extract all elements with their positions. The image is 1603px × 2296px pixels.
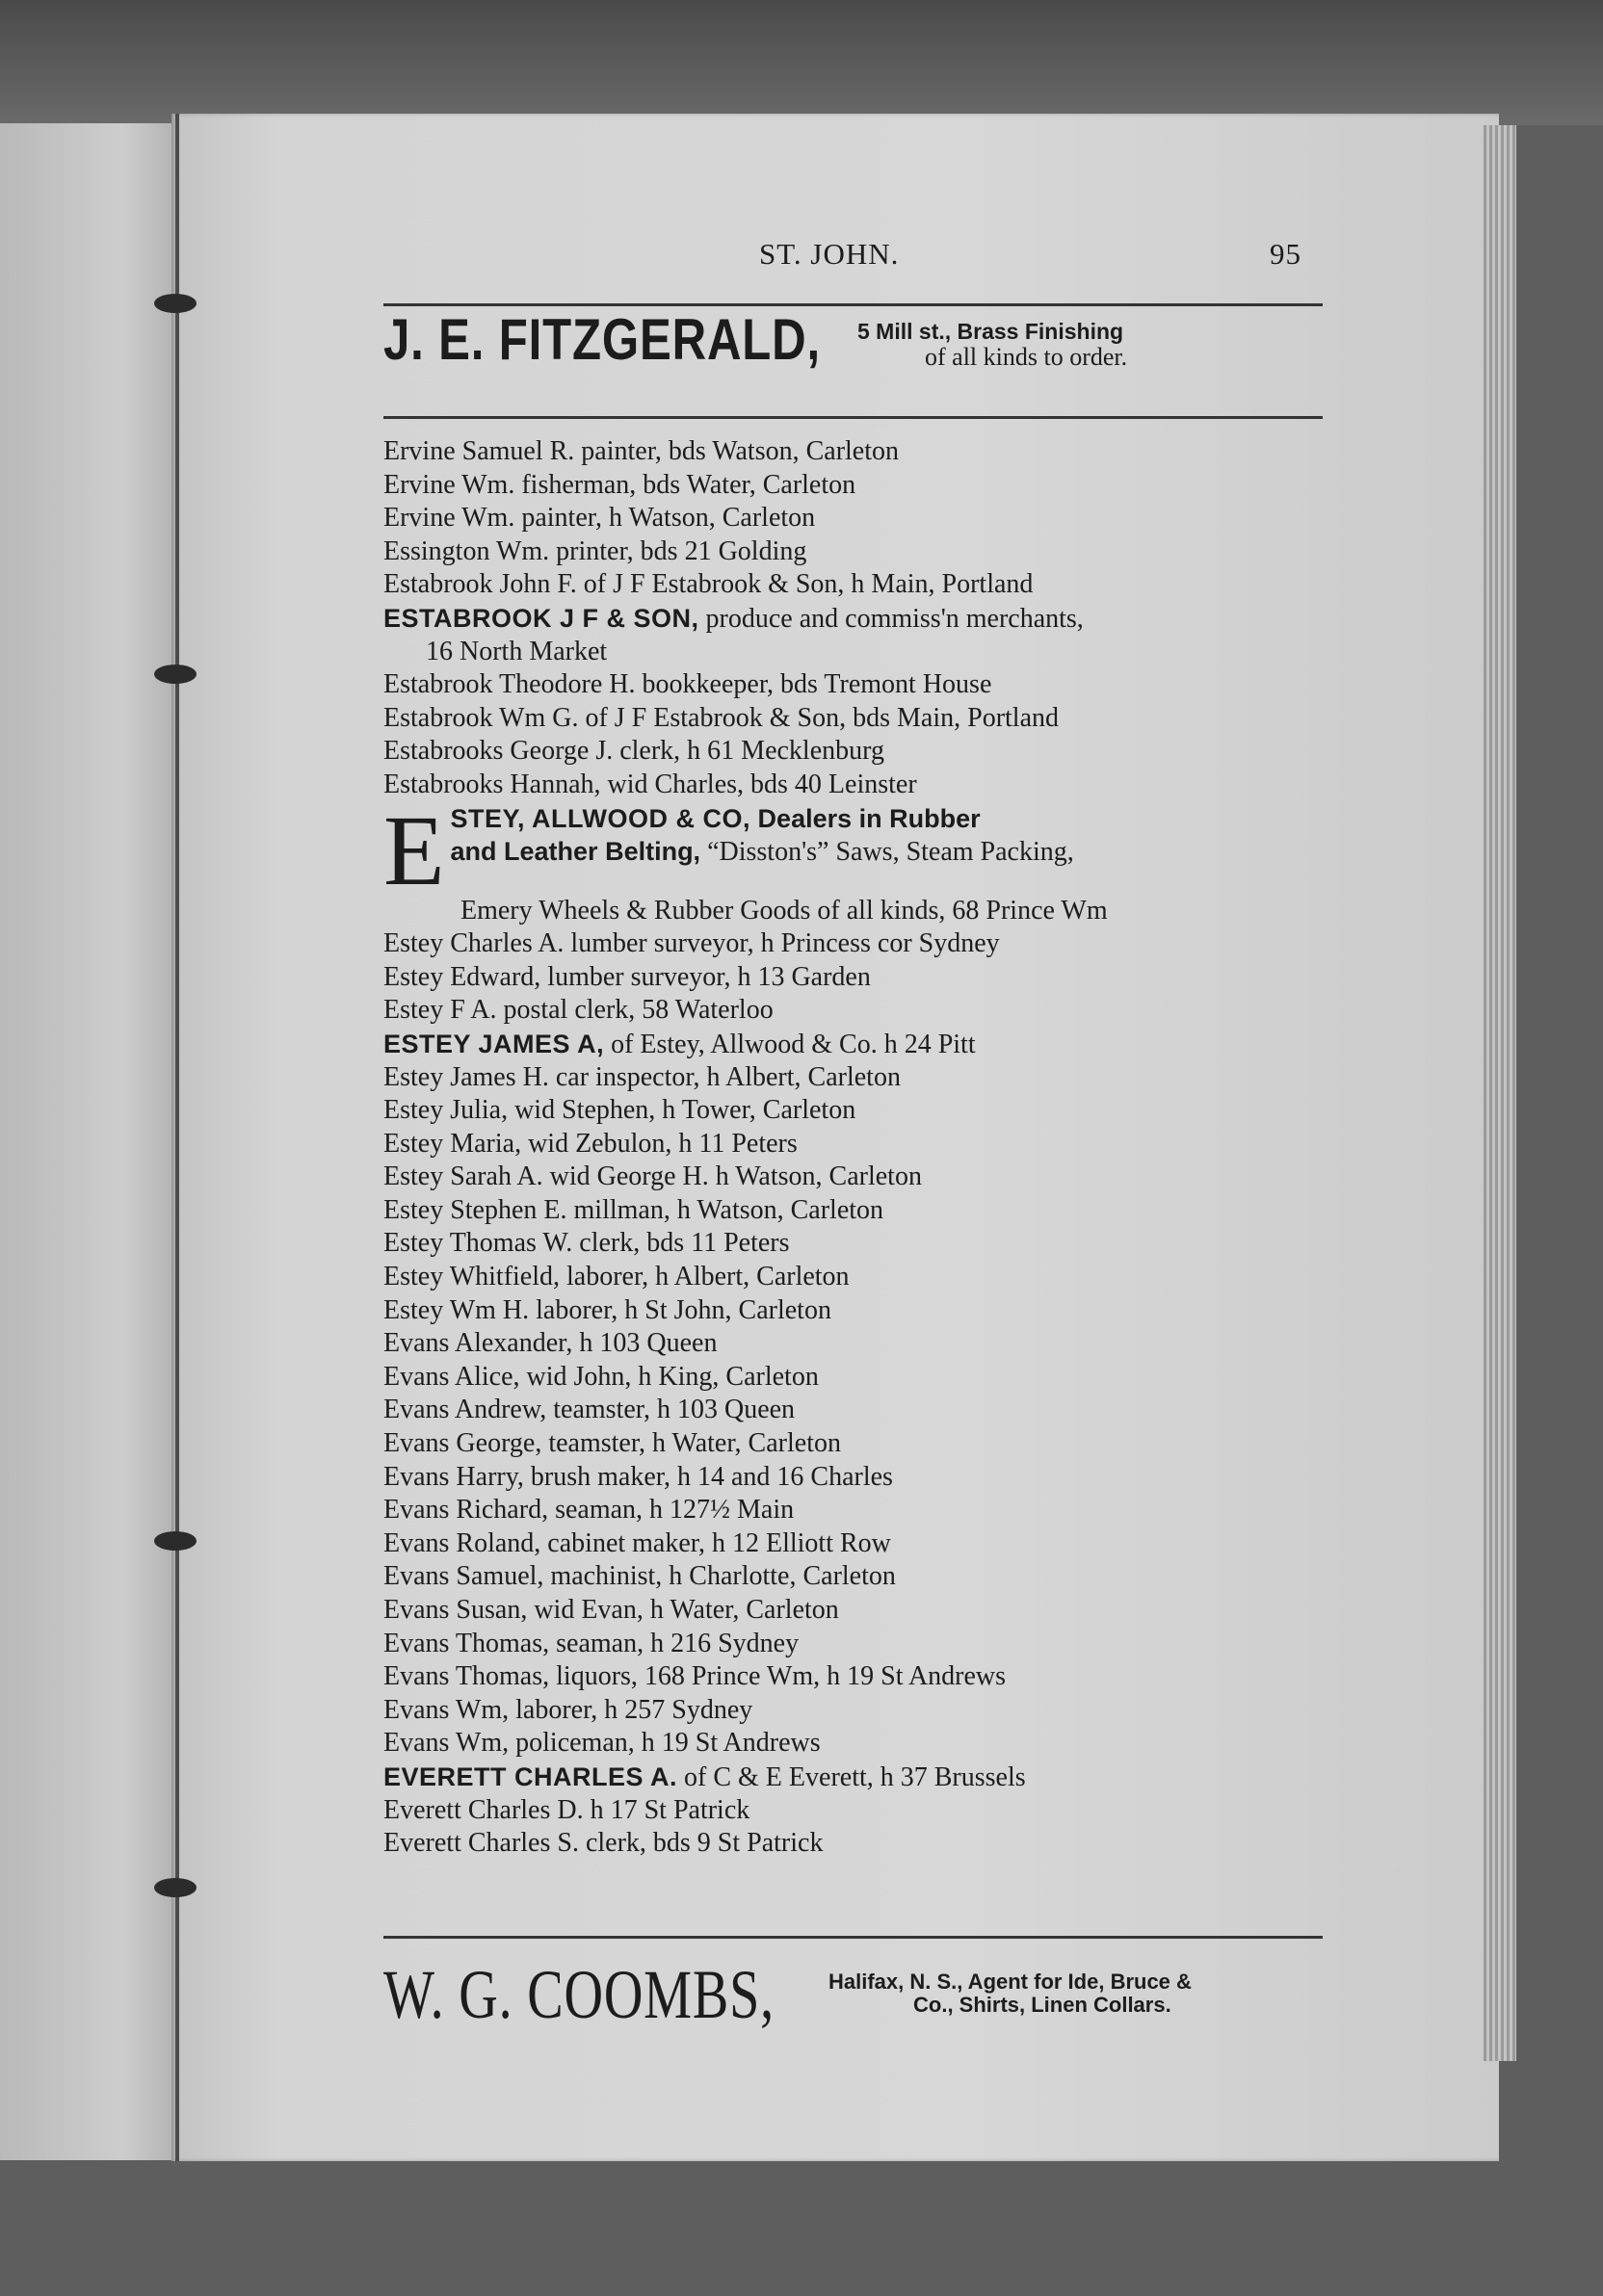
- coombs-line-1: Halifax, N. S., Agent for Ide, Bruce &: [828, 1970, 1192, 1994]
- directory-entry: Ervine Wm. painter, h Watson, Carleton: [383, 503, 816, 534]
- ad-rule: [383, 416, 1323, 419]
- running-head: [383, 237, 1327, 275]
- directory-entry: Estey F A. postal clerk, 58 Waterloo: [383, 995, 774, 1026]
- coombs-advertisement: [383, 1955, 1327, 2032]
- directory-entry: Evans Richard, seaman, h 127½ Main: [383, 1495, 795, 1526]
- directory-entry-continuation: 16 North Market: [426, 636, 608, 666]
- directory-entry: Essington Wm. printer, bds 21 Golding: [383, 535, 807, 566]
- estey-ad-line: and Leather Belting, “Disston's” Saws, Steam Packing,: [450, 837, 1074, 868]
- directory-entry: Estey James H. car inspector, h Albert, Carleton: [383, 1061, 901, 1092]
- directory-entry: Evans Susan, wid Evan, h Water, Carleton: [383, 1595, 839, 1625]
- page-content: [383, 0, 1327, 2296]
- binding-stitch: [154, 665, 197, 684]
- fitzgerald-advertisement: [383, 306, 1327, 383]
- directory-entry: Estey Charles A. lumber surveyor, h Princess cor Sydney: [383, 928, 1000, 959]
- coombs-details: [828, 1970, 1192, 2017]
- business-name: ESTEY JAMES A,: [383, 1029, 605, 1058]
- directory-entry: Estey Stephen E. millman, h Watson, Carleton: [383, 1194, 884, 1225]
- coombs-name: W. G. COOMBS,: [383, 1956, 775, 2033]
- binding-stitch: [154, 294, 197, 313]
- estey-ad-line: STEY, ALLWOOD & CO, Dealers in Rubber: [450, 803, 981, 833]
- directory-entry: Evans Thomas, liquors, 168 Prince Wm, h 19 St Andrews: [383, 1661, 1007, 1692]
- directory-entry: Estabrook Theodore H. bookkeeper, bds Tremont House: [383, 669, 992, 700]
- fitzgerald-name: J. E. FITZGERALD,: [383, 307, 822, 372]
- directory-entry: Ervine Samuel R. painter, bds Watson, Carleton: [383, 436, 900, 466]
- directory-entry: Estey Thomas W. clerk, bds 11 Peters: [383, 1228, 790, 1259]
- estey-allwood-advertisement: [383, 795, 1327, 928]
- directory-entry: Estey Whitfield, laborer, h Albert, Carleton: [383, 1262, 850, 1292]
- directory-entry: Estey Edward, lumber surveyor, h 13 Garden: [383, 961, 871, 992]
- directory-entry: Estabrooks George J. clerk, h 61 Mecklenburg: [383, 736, 884, 767]
- directory-entry: Evans George, teamster, h Water, Carleton: [383, 1428, 841, 1459]
- binding-spine: [175, 114, 179, 2161]
- binding-stitch: [154, 1531, 197, 1551]
- directory-entry: Estabrook John F. of J F Estabrook & Son, h Main, Portland: [383, 569, 1034, 600]
- directory-entry: Evans Andrew, teamster, h 103 Queen: [383, 1395, 796, 1425]
- directory-entry-business: EVERETT CHARLES A. of C & E Everett, h 37 Brussels: [383, 1761, 1026, 1792]
- directory-entry: Evans Samuel, machinist, h Charlotte, Carleton: [383, 1561, 896, 1592]
- business-name: ESTABROOK J F & SON,: [383, 603, 699, 633]
- footer-rule: [383, 1936, 1323, 1939]
- binding-stitch: [154, 1878, 197, 1897]
- directory-entry: Estabrooks Hannah, wid Charles, bds 40 Leinster: [383, 769, 917, 799]
- directory-entry: Evans Alice, wid John, h King, Carleton: [383, 1361, 819, 1392]
- fitzgerald-details: [857, 320, 1127, 372]
- page-stack-edge: [1484, 125, 1516, 2061]
- directory-entries: [383, 435, 1327, 1861]
- dropcap-letter: E: [383, 795, 445, 906]
- page-number: 95: [1270, 237, 1301, 271]
- directory-entry-business: ESTEY JAMES A, of Estey, Allwood & Co. h 24 Pitt: [383, 1029, 976, 1059]
- directory-entry: Estey Julia, wid Stephen, h Tower, Carleton: [383, 1095, 856, 1126]
- fitzgerald-tagline: of all kinds to order.: [925, 343, 1128, 372]
- directory-entry: Evans Roland, cabinet maker, h 12 Elliott Row: [383, 1527, 891, 1558]
- directory-entry: Ervine Wm. fisherman, bds Water, Carleton: [383, 469, 856, 500]
- facing-page-edge: [0, 123, 175, 2160]
- directory-entry-business: ESTABROOK J F & SON, produce and commiss'n merchants,: [383, 603, 1084, 634]
- directory-entry: Estey Sarah A. wid George H. h Watson, Carleton: [383, 1161, 922, 1192]
- directory-entry: Everett Charles D. h 17 St Patrick: [383, 1794, 750, 1825]
- directory-entry: Estabrook Wm G. of J F Estabrook & Son, bds Main, Portland: [383, 702, 1060, 733]
- directory-entry: Evans Thomas, seaman, h 216 Sydney: [383, 1628, 800, 1658]
- directory-entry: Evans Alexander, h 103 Queen: [383, 1328, 718, 1359]
- estey-ad-line: Emery Wheels & Rubber Goods of all kinds, 68 Prince Wm: [460, 895, 1108, 926]
- directory-entry: Estey Wm H. laborer, h St John, Carleton: [383, 1294, 831, 1325]
- directory-entry: Evans Wm, policeman, h 19 St Andrews: [383, 1728, 821, 1759]
- directory-entry: Evans Harry, brush maker, h 14 and 16 Charles: [383, 1461, 893, 1492]
- fitzgerald-address: 5 Mill st., Brass Finishing: [857, 319, 1124, 344]
- running-title: ST. JOHN.: [759, 237, 900, 271]
- directory-entry: Everett Charles S. clerk, bds 9 St Patrick: [383, 1828, 824, 1859]
- coombs-line-2: Co., Shirts, Linen Collars.: [913, 1993, 1171, 2018]
- directory-entry: Estey Maria, wid Zebulon, h 11 Peters: [383, 1128, 798, 1159]
- directory-entry: Evans Wm, laborer, h 257 Sydney: [383, 1694, 753, 1725]
- business-name: EVERETT CHARLES A.: [383, 1761, 678, 1791]
